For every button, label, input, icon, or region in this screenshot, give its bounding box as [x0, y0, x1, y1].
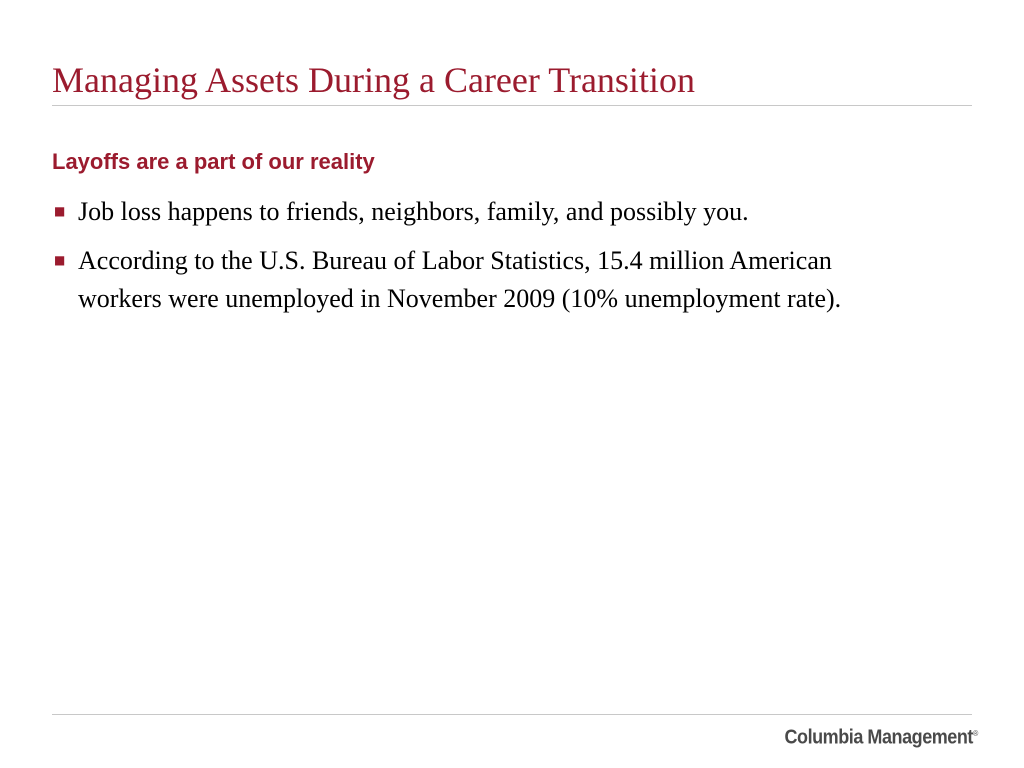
footer-divider [52, 714, 972, 715]
square-bullet-icon: ■ [54, 204, 66, 218]
bullet-item [52, 193, 912, 231]
bullet-text: According to the U.S. Bureau of Labor Statistics, 15.4 million American workers were unemployed in November 2009 (10% unemployment rate). [78, 246, 842, 313]
title-divider [52, 105, 972, 106]
logo-text: Columbia Management [784, 726, 974, 749]
company-logo [785, 721, 978, 751]
slide-title: Managing Assets During a Career Transition [52, 60, 695, 100]
registered-mark: ® [973, 729, 978, 738]
slide-subtitle: Layoffs are a part of our reality [52, 149, 375, 174]
bullet-item [52, 242, 912, 318]
square-bullet-icon: ■ [54, 253, 66, 267]
bullet-text: Job loss happens to friends, neighbors, family, and possibly you. [78, 197, 749, 226]
bullet-list [52, 193, 912, 329]
